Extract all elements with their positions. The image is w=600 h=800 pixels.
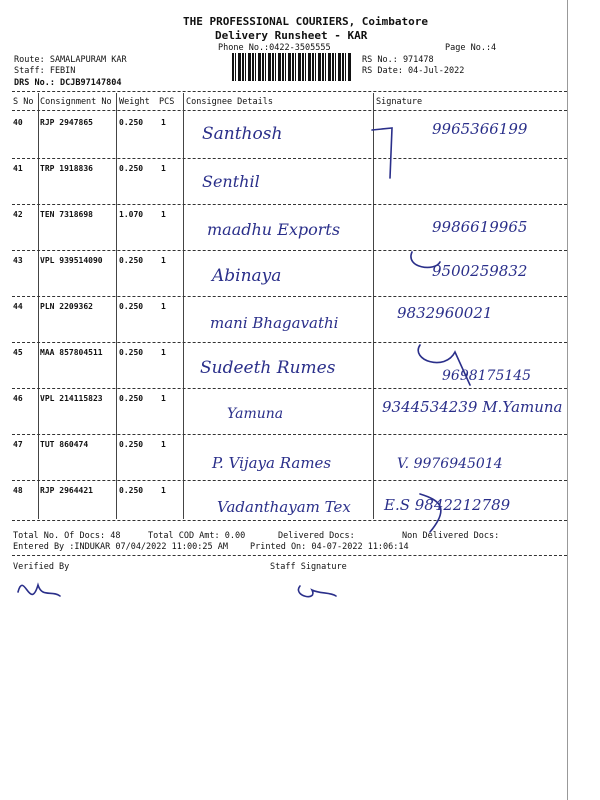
- row-pcs: 1: [161, 394, 166, 403]
- rs-date: RS Date: 04-Jul-2022: [362, 66, 465, 76]
- consignee-handwriting: maadhu Exports: [207, 220, 341, 239]
- page-number: Page No.:4: [445, 43, 497, 53]
- row-weight: 0.250: [119, 118, 144, 127]
- staff: Staff: FEBIN: [14, 66, 76, 76]
- row-pcs: 1: [161, 256, 166, 265]
- staff-signature: Staff Signature: [270, 562, 347, 572]
- row-weight: 0.250: [119, 486, 144, 495]
- col-signature: Signature: [376, 97, 423, 107]
- entered-by: Entered By :INDUKAR 07/04/2022 11:00:25 AM: [13, 542, 228, 552]
- col-weight: Weight: [119, 97, 150, 107]
- printed-on: Printed On: 04-07-2022 11:06:14: [250, 542, 409, 552]
- staff-signature-scribble: [298, 586, 336, 597]
- row-sno: 41: [13, 164, 23, 173]
- signature-handwriting: 9344534239 M.Yamuna: [382, 398, 563, 416]
- delivered-docs: Delivered Docs:: [278, 531, 355, 541]
- row-sno: 44: [13, 302, 23, 311]
- route: Route: SAMALAPURAM KAR: [14, 55, 127, 65]
- row-consignment: MAA 857804511: [40, 348, 103, 357]
- consignee-handwriting: Santhosh: [202, 124, 283, 144]
- consignee-handwriting: mani Bhagavathi: [210, 314, 339, 332]
- row-pcs: 1: [161, 486, 166, 495]
- phone-number: Phone No.:0422-3505555: [218, 43, 331, 53]
- signature-handwriting: 9986619965: [432, 218, 528, 236]
- row-pcs: 1: [161, 164, 166, 173]
- non-delivered-docs: Non Delivered Docs:: [402, 531, 500, 541]
- signature-handwriting: 9965366199: [432, 120, 528, 138]
- total-docs: Total No. Of Docs: 48: [13, 531, 121, 541]
- signature-handwriting: 9832960021: [397, 304, 493, 322]
- row-sno: 45: [13, 348, 23, 357]
- company-title: THE PROFESSIONAL COURIERS, Coimbatore: [183, 15, 429, 28]
- row-consignment: PLN 2209362: [40, 302, 93, 311]
- row-sno: 43: [13, 256, 23, 265]
- verified-signature: [18, 585, 60, 596]
- rs-number: RS No.: 971478: [362, 55, 434, 65]
- signature-handwriting: 9500259832: [432, 262, 528, 280]
- row-consignment: VPL 939514090: [40, 256, 103, 265]
- row-sno: 42: [13, 210, 23, 219]
- row-weight: 1.070: [119, 210, 144, 219]
- consignee-handwriting: Senthil: [202, 172, 260, 191]
- row-consignment: TUT 860474: [40, 440, 89, 449]
- col-sno: S No: [13, 97, 34, 107]
- row-weight: 0.250: [119, 164, 144, 173]
- col-pcs: PCS: [159, 97, 175, 107]
- row-consignment: TEN 7318698: [40, 210, 93, 219]
- row-pcs: 1: [161, 348, 166, 357]
- consignee-handwriting: Sudeeth Rumes: [200, 358, 336, 378]
- drs-number: DRS No.: DCJB97147804: [14, 78, 122, 88]
- doc-title: Delivery Runsheet - KAR: [215, 29, 368, 42]
- row-weight: 0.250: [119, 440, 144, 449]
- signature-scribble: [420, 494, 441, 532]
- col-consignee: Consignee Details: [186, 97, 273, 107]
- signature-scribble: [418, 345, 470, 385]
- row-weight: 0.250: [119, 302, 144, 311]
- verified-by: Verified By: [13, 562, 70, 572]
- total-cod: Total COD Amt: 0.00: [148, 531, 246, 541]
- row-weight: 0.250: [119, 394, 144, 403]
- row-consignment: VPL 214115823: [40, 394, 103, 403]
- row-weight: 0.250: [119, 256, 144, 265]
- col-consignment: Consignment No: [40, 97, 112, 107]
- signature-scribble: [372, 128, 392, 178]
- row-sno: 46: [13, 394, 23, 403]
- row-sno: 40: [13, 118, 23, 127]
- row-pcs: 1: [161, 440, 166, 449]
- row-pcs: 1: [161, 210, 166, 219]
- signature-handwriting: 9698175145: [442, 368, 532, 384]
- row-pcs: 1: [161, 118, 166, 127]
- row-consignment: TRP 1918836: [40, 164, 93, 173]
- signature-scribble: [411, 252, 440, 267]
- row-consignment: RJP 2964421: [40, 486, 93, 495]
- consignee-handwriting: Abinaya: [212, 266, 282, 286]
- consignee-handwriting: Yamuna: [227, 406, 284, 422]
- row-consignment: RJP 2947865: [40, 118, 93, 127]
- signature-handwriting: E.S 9842212789: [384, 496, 511, 514]
- row-weight: 0.250: [119, 348, 144, 357]
- row-sno: 47: [13, 440, 23, 449]
- consignee-handwriting: Vadanthayam Tex: [217, 498, 351, 516]
- row-pcs: 1: [161, 302, 166, 311]
- row-sno: 48: [13, 486, 23, 495]
- signature-handwriting: V. 9976945014: [397, 456, 503, 472]
- consignee-handwriting: P. Vijaya Rames: [212, 454, 332, 472]
